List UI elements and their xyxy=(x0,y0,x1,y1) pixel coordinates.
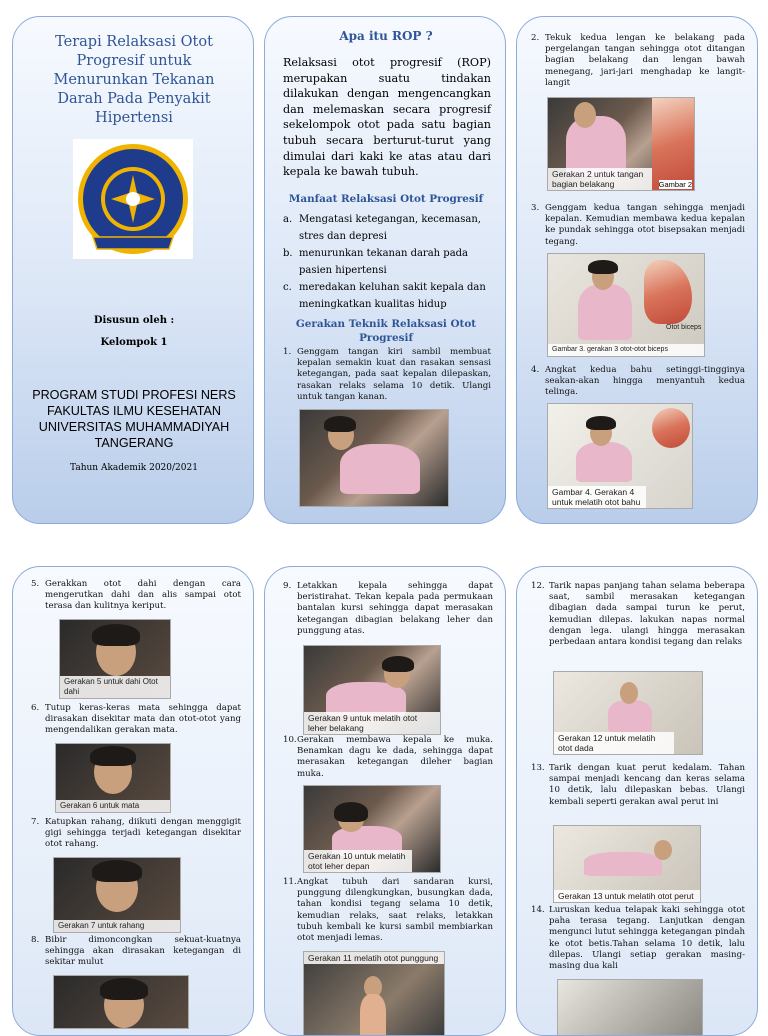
photo-caption: Gerakan 10 untuk melatih otot leher depan xyxy=(304,850,412,872)
step-text: Genggam tangan kiri sambil membuat kepalan semakin kuat dan rasakan sensasi ketegangan, pada saat kepalan dilepaskan, rasakan relaks selama 10 detik. Ulangi untuk tangan kanan. xyxy=(297,347,491,402)
rop-panel xyxy=(264,16,506,524)
step-number: 6. xyxy=(31,703,40,713)
step-number: 11. xyxy=(283,877,297,887)
step-4-photo xyxy=(547,403,693,509)
step-number: 8. xyxy=(31,935,40,945)
benefit-marker: c. xyxy=(283,282,292,293)
step-5-photo xyxy=(59,619,171,699)
step-text: Angkat tubuh dari sandaran kursi, punggung dilengkungkan, busungkan dada, tahan kondisi tegang selama 10 detik, kemudian relaks, saat relaks, letakkan tubuh kembali ke kursi sambil membiarkan otot menjadi lemas. xyxy=(297,877,493,944)
step-13-photo xyxy=(553,825,701,903)
step-number: 9. xyxy=(283,581,292,591)
step-6 xyxy=(31,703,241,737)
step-text: Genggam kedua tangan sehingga menjadi kepalan. Kemudian membawa kedua kepalan ke pundak sehingga otot bisepsakan menjadi tegang. xyxy=(545,203,745,247)
step-9-photo xyxy=(303,645,441,735)
benefit-item xyxy=(283,211,493,245)
step-number: 4. xyxy=(531,365,540,375)
step-text: Tarik napas panjang tahan selama beberapa saat, sambil merasakan ketegangan dibagian dada sampai turun ke perut, kemudian dilepas. lakukan napas normal dengan lega. ulangi hingga merasakan perbedaan antara kondisi tegang dan relaks xyxy=(549,581,745,648)
step-text: Angkat kedua bahu setinggi-tingginya seakan-akan hingga menyantuh kedua telinga. xyxy=(545,365,745,398)
benefit-item xyxy=(283,279,493,313)
step-2 xyxy=(531,33,745,89)
steps-12-14-panel xyxy=(516,566,758,1036)
step-3-photo xyxy=(547,253,705,357)
steps-2-4-panel xyxy=(516,16,758,524)
step-number: 14. xyxy=(531,905,545,915)
benefit-marker: a. xyxy=(283,214,293,225)
cover-title: Terapi Relaksasi Otot Progresif untuk Menurunkan Tekanan Darah Pada Penyakit Hipertensi xyxy=(53,34,215,126)
photo-caption: Gerakan 5 untuk dahi Otot dahi xyxy=(60,676,170,698)
step-7-photo xyxy=(53,857,181,933)
photo-caption: Gerakan 7 untuk rahang xyxy=(54,920,180,932)
photo-caption: Gerakan 11 melatih otot punggung xyxy=(304,952,444,964)
step-6-photo xyxy=(55,743,171,813)
step-2-photo xyxy=(547,97,695,191)
step-3 xyxy=(531,203,745,248)
anatomy-label: Otot biceps xyxy=(666,324,702,331)
step-text: Tekuk kedua lengan ke belakang pada pergelangan tangan sehingga otot ditangan bagian belakang dan lengan bawah menegang, jari-jari menghadap ke langit-langit xyxy=(545,33,745,88)
photo-caption: Gerakan 13 untuk melatih otot perut xyxy=(554,890,700,902)
academic-year: Tahun Akademik 2020/2021 xyxy=(70,463,198,473)
step-1-photo xyxy=(299,409,449,507)
technique-heading: Gerakan Teknik Relaksasi Otot Progresif xyxy=(295,318,477,344)
photo-caption: Gerakan 9 untuk melatih otot leher belakang xyxy=(304,712,440,734)
step-number: 10. xyxy=(283,735,297,745)
rop-definition: Relaksasi otot progresif (ROP) merupakan suatu tindakan dilakukan dengan mengencangkan dan melemaskan secara progresif sekelompok otot pada satu bagian tubuh secara berturut-turut yang dimulai dari kaki ke atas atau dari kepala ke bawah tubuh. xyxy=(283,56,491,179)
photo-caption: Gambar 3. gerakan 3 otot-otot biceps xyxy=(548,344,704,356)
study-program: PROGRAM STUDI PROFESI NERS FAKULTAS ILMU KESEHATAN UNIVERSITAS MUHAMMADIYAH TANGERANG xyxy=(32,388,236,450)
step-12 xyxy=(531,581,745,648)
author-label: Disusun oleh : xyxy=(93,315,175,326)
step-1 xyxy=(283,347,491,403)
step-12-photo xyxy=(553,671,703,755)
step-8 xyxy=(31,935,241,969)
step-text: Letakkan kepala sehingga dapat beristirahat. Tekan kepala pada permukaan bantalan kursi sehingga dapat merasakan ketegangan dibagian belakang leher dan punggung atas. xyxy=(297,581,493,636)
step-number: 5. xyxy=(31,579,40,589)
step-number: 12. xyxy=(531,581,545,591)
rop-heading: Apa itu ROP ? xyxy=(339,29,433,43)
figure-label: Gambar 2 xyxy=(658,180,692,189)
benefit-marker: b. xyxy=(283,248,293,259)
step-7 xyxy=(31,817,241,851)
step-number: 7. xyxy=(31,817,40,827)
photo-caption: Gambar 4. Gerakan 4 untuk melatih otot bahu xyxy=(548,486,646,508)
step-10-photo xyxy=(303,785,441,873)
step-14 xyxy=(531,905,745,972)
step-14-photo xyxy=(557,979,703,1036)
benefit-item xyxy=(283,245,493,279)
step-11-photo xyxy=(303,951,445,1036)
cover-panel xyxy=(12,16,254,524)
photo-caption: Gerakan 2 untuk tangan bagian belakang xyxy=(548,168,652,190)
steps-5-8-panel xyxy=(12,566,254,1036)
step-9 xyxy=(283,581,493,637)
step-text: Gerakan membawa kepala ke muka. Benamkan dagu ke dada, sehingga dapat merasakan ketegangan dileher bagian muka. xyxy=(297,735,493,779)
step-text: Tutup keras-keras mata sehingga dapat dirasakan disekitar mata dan otot-otot yang mengendalikan gerakan mata. xyxy=(45,703,241,736)
step-8-photo xyxy=(53,975,189,1029)
photo-caption: Gerakan 12 untuk melatih otot dada xyxy=(554,732,674,754)
step-text: Gerakkan otot dahi dengan cara mengerutkan dahi dan alis sampai otot terasa dan kulitnya keriput. xyxy=(45,579,241,612)
university-logo xyxy=(73,139,193,259)
steps-9-11-panel xyxy=(264,566,506,1036)
step-number: 1. xyxy=(283,347,292,357)
benefit-text: Mengatasi ketegangan, kecemasan, stres dan depresi xyxy=(299,214,481,242)
step-number: 2. xyxy=(531,33,540,43)
step-13 xyxy=(531,763,745,808)
benefit-text: menurunkan tekanan darah pada pasien hipertensi xyxy=(299,248,469,276)
step-5 xyxy=(31,579,241,613)
step-number: 3. xyxy=(531,203,540,213)
author-name: Kelompok 1 xyxy=(100,337,168,348)
step-text: Katupkan rahang, diikuti dengan menggigit gigi sehingga terjadi ketegangan disekitar otot rahang. xyxy=(45,817,241,850)
step-text: Luruskan kedua telapak kaki sehingga otot paha terasa tegang. Lanjutkan dengan mengunci lutut sehingga ketegangan pindah ke otot betis.Tahan selama 10 detik, lalu dilepas. Ulangi setiap gerakan masing-masing dua kali xyxy=(549,905,745,972)
step-11 xyxy=(283,877,493,944)
step-text: Tarik dengan kuat perut kedalam. Tahan sampai menjadi kencang dan keras selama 10 detik, lalu dilepaskan bebas. Ulangi kembali seperti gerakan awal perut ini xyxy=(549,763,745,807)
step-10 xyxy=(283,735,493,780)
step-number: 13. xyxy=(531,763,545,773)
step-4 xyxy=(531,365,745,399)
benefits-heading: Manfaat Relaksasi Otot Progresif xyxy=(288,193,484,205)
step-text: Bibir dimoncongkan sekuat-kuatnya sehingga akan dirasakan ketegangan di sekitar mulut xyxy=(45,935,241,968)
photo-caption: Gerakan 6 untuk mata xyxy=(56,800,170,812)
benefit-text: meredakan keluhan sakit kepala dan meningkatkan kualitas hidup xyxy=(299,282,486,310)
